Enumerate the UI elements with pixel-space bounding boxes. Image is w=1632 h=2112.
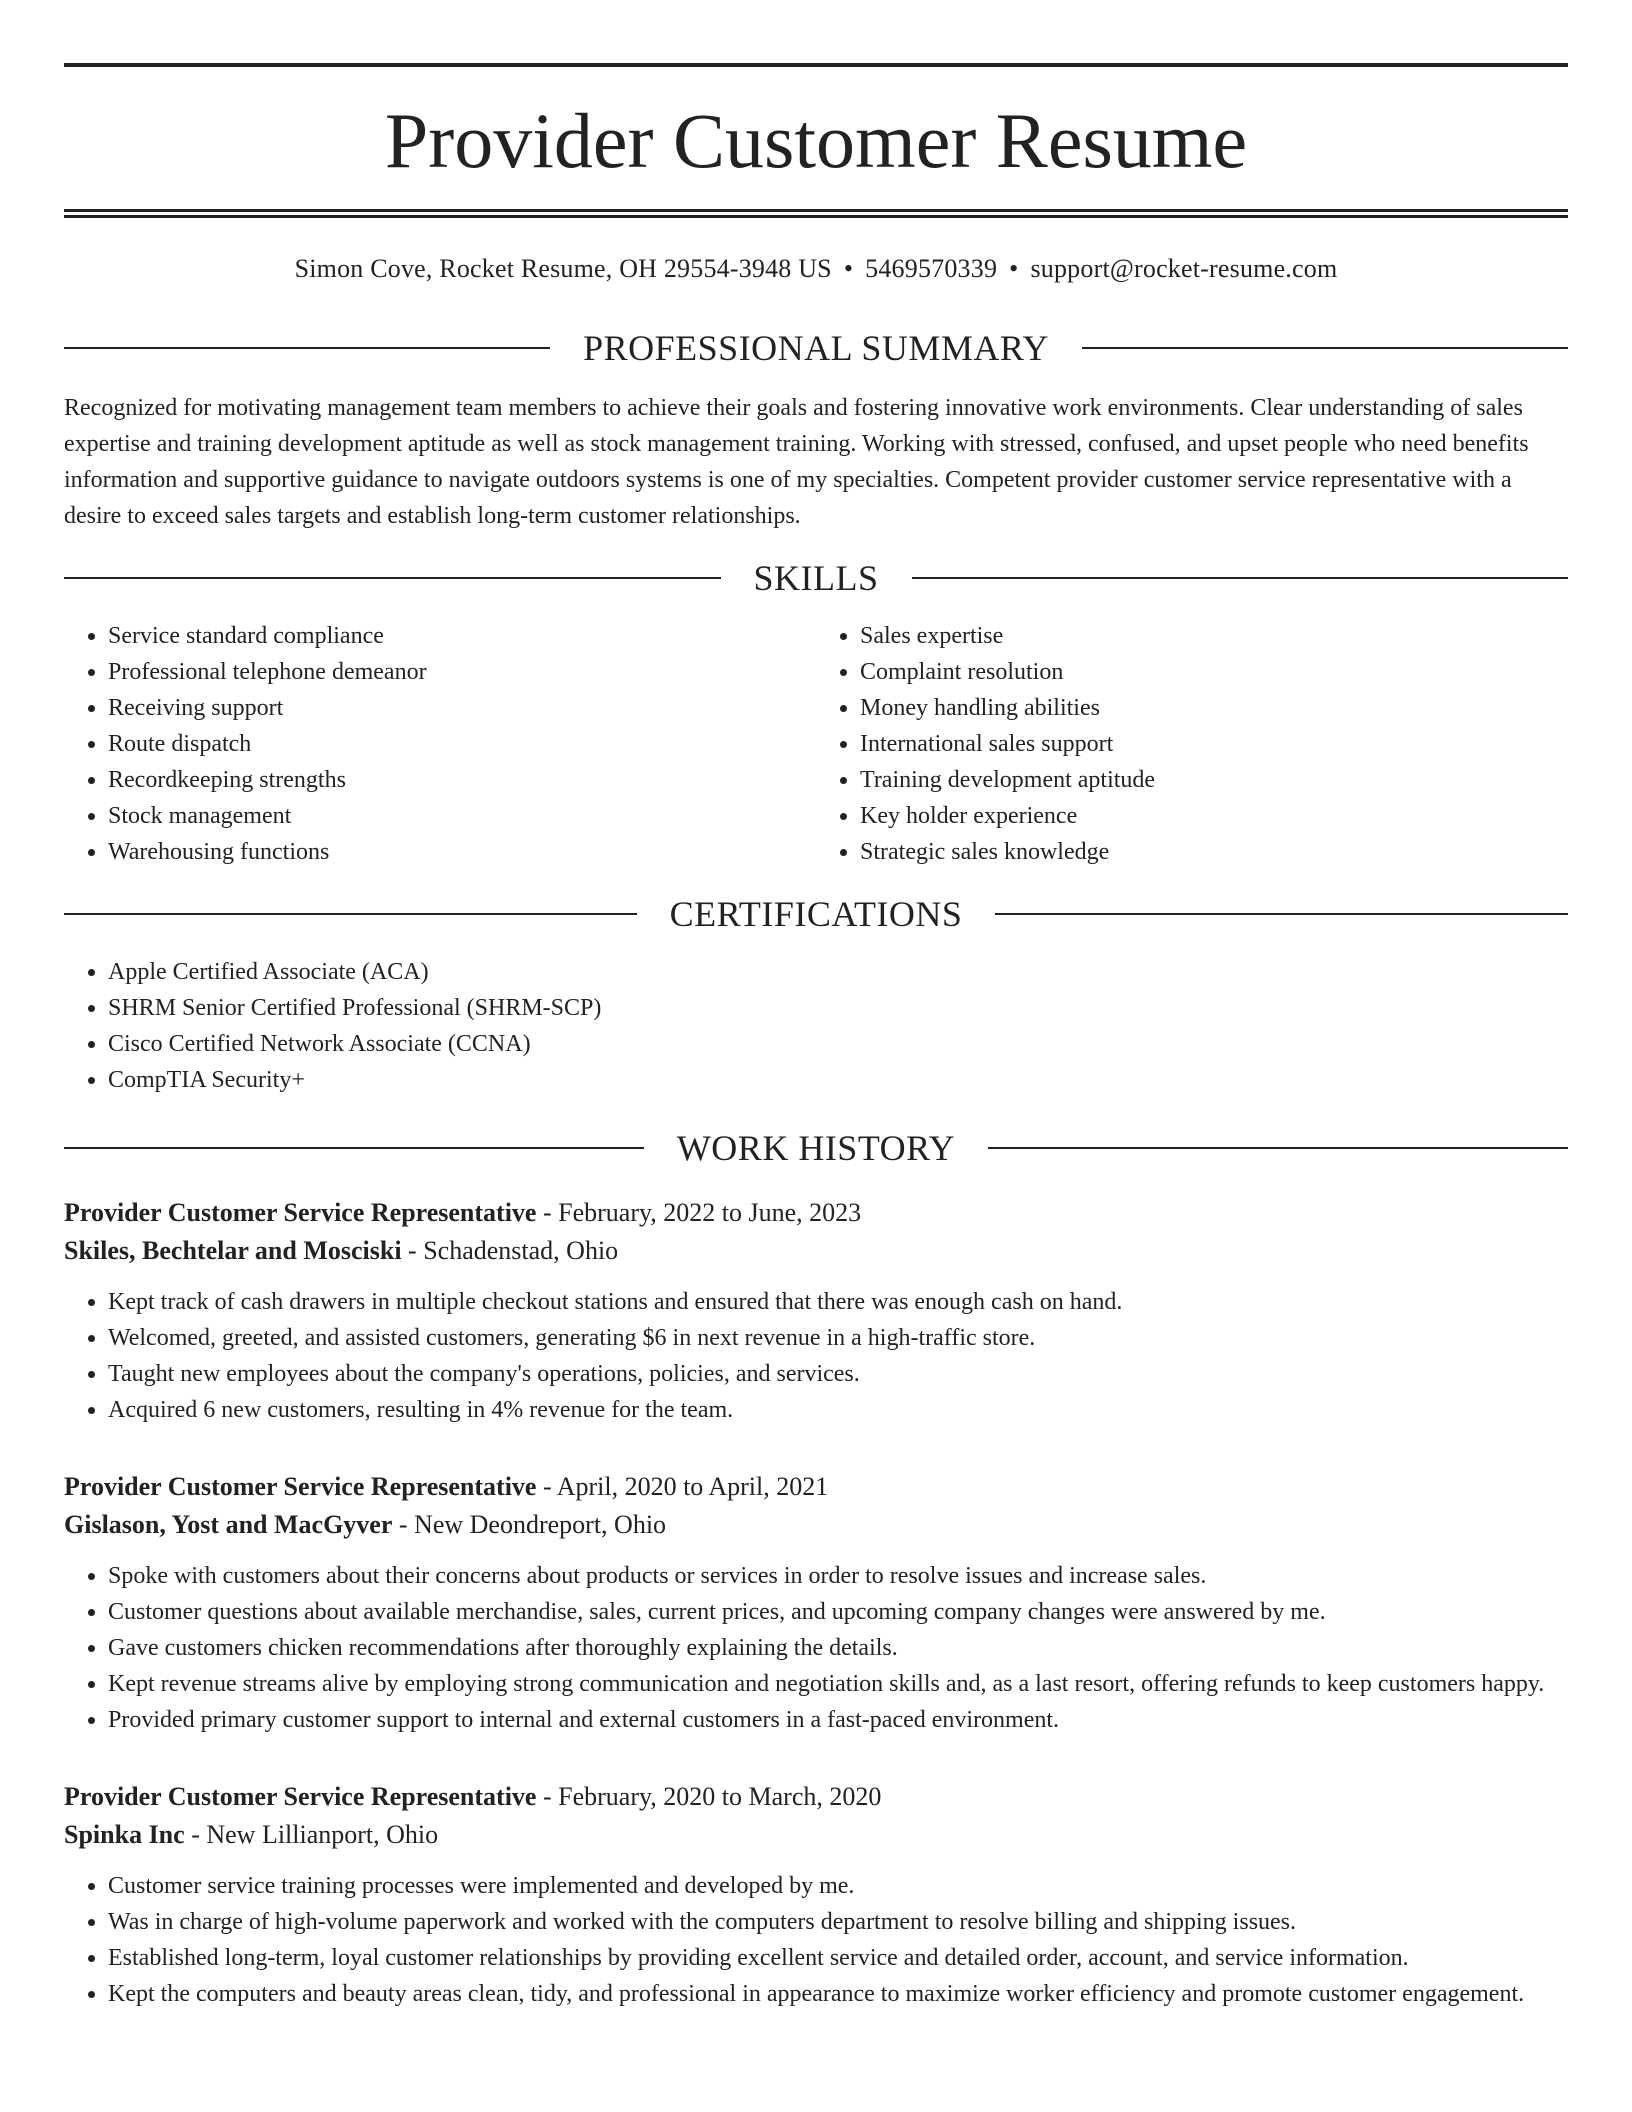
job-company-line — [64, 1816, 1568, 1854]
skill-item: • Stock management — [108, 798, 816, 834]
job-bullet: • Kept track of cash drawers in multiple checkout stations and ensured that there was enough cash on hand. — [108, 1284, 1568, 1320]
job-bullet: • Kept the computers and beauty areas clean, tidy, and professional in appearance to maximize worker efficiency and promote customer engagement. — [108, 1976, 1568, 2012]
skill-item: • Warehousing functions — [108, 834, 816, 870]
job-dates: - February, 2020 to March, 2020 — [536, 1782, 882, 1811]
job-bullet: • Acquired 6 new customers, resulting in 4% revenue for the team. — [108, 1392, 1568, 1428]
contact-separator: • — [843, 254, 854, 283]
certifications-heading — [64, 896, 1568, 932]
job-title: Provider Customer Service Representative — [64, 1782, 537, 1811]
job-company: Spinka Inc — [64, 1820, 185, 1849]
resume-page — [64, 0, 1568, 2012]
job-bullets — [64, 1284, 1568, 1428]
heading-rule — [64, 577, 721, 579]
contact-line — [64, 254, 1568, 284]
skills-list-left — [64, 618, 816, 870]
job-dates: - April, 2020 to April, 2021 — [536, 1472, 829, 1501]
heading-rule — [995, 913, 1568, 915]
skill-item: • Complaint resolution — [860, 654, 1568, 690]
page-title: Provider Customer Resume — [384, 97, 1248, 184]
skills-heading-label: SKILLS — [753, 558, 879, 598]
heading-rule — [1082, 347, 1568, 349]
job-bullet: • Gave customers chicken recommendations after thoroughly explaining the details. — [108, 1630, 1568, 1666]
skill-item: • Professional telephone demeanor — [108, 654, 816, 690]
job-bullet: • Established long-term, loyal customer relationships by providing excellent service and detailed order, account, and service information. — [108, 1940, 1568, 1976]
job-title-line — [64, 1194, 1568, 1232]
job-entry — [64, 1778, 1568, 2012]
job-bullet: • Taught new employees about the company's operations, policies, and services. — [108, 1356, 1568, 1392]
certification-item: • SHRM Senior Certified Professional (SHRM-SCP) — [108, 990, 1568, 1026]
job-title: Provider Customer Service Representative — [64, 1472, 537, 1501]
job-company: Gislason, Yost and MacGyver — [64, 1510, 393, 1539]
heading-rule — [912, 577, 1569, 579]
job-company: Skiles, Bechtelar and Mosciski — [64, 1236, 402, 1265]
skill-item: • International sales support — [860, 726, 1568, 762]
certifications-list — [64, 954, 1568, 1098]
summary-text: Recognized for motivating management team members to achieve their goals and fostering innovative work environments. Clear understanding of sales expertise and training development aptitude as well as stock management training. Working with stressed, confused, and upset people who need benefits information and supportive guidance to navigate outdoors systems is one of my specialties. Competent provider customer service representative with a desire to exceed sales targets and establish long-term customer relationships. — [64, 395, 1529, 529]
job-title-line — [64, 1778, 1568, 1816]
skill-item: • Service standard compliance — [108, 618, 816, 654]
skill-item: • Key holder experience — [860, 798, 1568, 834]
skill-item: • Receiving support — [108, 690, 816, 726]
skills-list-right — [816, 618, 1568, 870]
job-company-line — [64, 1232, 1568, 1270]
job-bullet: • Kept revenue streams alive by employing strong communication and negotiation skills and, as a last resort, offering refunds to keep customers happy. — [108, 1666, 1568, 1702]
job-entry — [64, 1194, 1568, 1428]
job-location: - New Deondreport, Ohio — [392, 1510, 667, 1539]
summary-heading — [64, 330, 1568, 366]
skill-item: • Route dispatch — [108, 726, 816, 762]
contact-email: support@rocket-resume.com — [1030, 254, 1338, 283]
skill-item: • Strategic sales knowledge — [860, 834, 1568, 870]
contact-address: Simon Cove, Rocket Resume, OH 29554-3948 US — [294, 254, 832, 283]
job-title: Provider Customer Service Representative — [64, 1198, 537, 1227]
heading-rule — [64, 913, 637, 915]
job-bullet: • Welcomed, greeted, and assisted customers, generating $6 in next revenue in a high-traffic store. — [108, 1320, 1568, 1356]
work-heading — [64, 1130, 1568, 1166]
job-company-line — [64, 1506, 1568, 1544]
job-bullets — [64, 1558, 1568, 1738]
job-bullets — [64, 1868, 1568, 2012]
job-bullet: • Was in charge of high-volume paperwork and worked with the computers department to resolve billing and shipping issues. — [108, 1904, 1568, 1940]
certifications-heading-label: CERTIFICATIONS — [669, 894, 963, 934]
skill-item: • Training development aptitude — [860, 762, 1568, 798]
contact-separator: • — [1009, 254, 1019, 283]
contact-phone: 5469570339 — [865, 254, 998, 283]
summary-heading-label: PROFESSIONAL SUMMARY — [583, 328, 1049, 368]
job-bullet: • Customer service training processes were implemented and developed by me. — [108, 1868, 1568, 1904]
heading-rule — [64, 347, 550, 349]
job-bullet: • Customer questions about available merchandise, sales, current prices, and upcoming company changes were answered by me. — [108, 1594, 1568, 1630]
job-location: - New Lillianport, Ohio — [184, 1820, 439, 1849]
job-bullet: • Spoke with customers about their concerns about products or services in order to resolve issues and increase sales. — [108, 1558, 1568, 1594]
job-title-line — [64, 1468, 1568, 1506]
heading-rule — [988, 1147, 1568, 1149]
skills-columns — [64, 618, 1568, 870]
job-entry — [64, 1468, 1568, 1738]
skill-item: • Sales expertise — [860, 618, 1568, 654]
heading-rule — [64, 1147, 644, 1149]
work-heading-label: WORK HISTORY — [676, 1128, 956, 1168]
job-bullet: • Provided primary customer support to internal and external customers in a fast-paced environment. — [108, 1702, 1568, 1738]
job-dates: - February, 2022 to June, 2023 — [536, 1198, 862, 1227]
skill-item: • Money handling abilities — [860, 690, 1568, 726]
certification-item: • Apple Certified Associate (ACA) — [108, 954, 1568, 990]
certification-item: • CompTIA Security+ — [108, 1062, 1568, 1098]
skill-item: • Recordkeeping strengths — [108, 762, 816, 798]
work-history-list — [64, 1194, 1568, 2012]
certification-item: • Cisco Certified Network Associate (CCNA) — [108, 1026, 1568, 1062]
skills-heading — [64, 560, 1568, 596]
job-location: - Schadenstad, Ohio — [401, 1236, 619, 1265]
header-bottom-rule — [64, 209, 1568, 218]
